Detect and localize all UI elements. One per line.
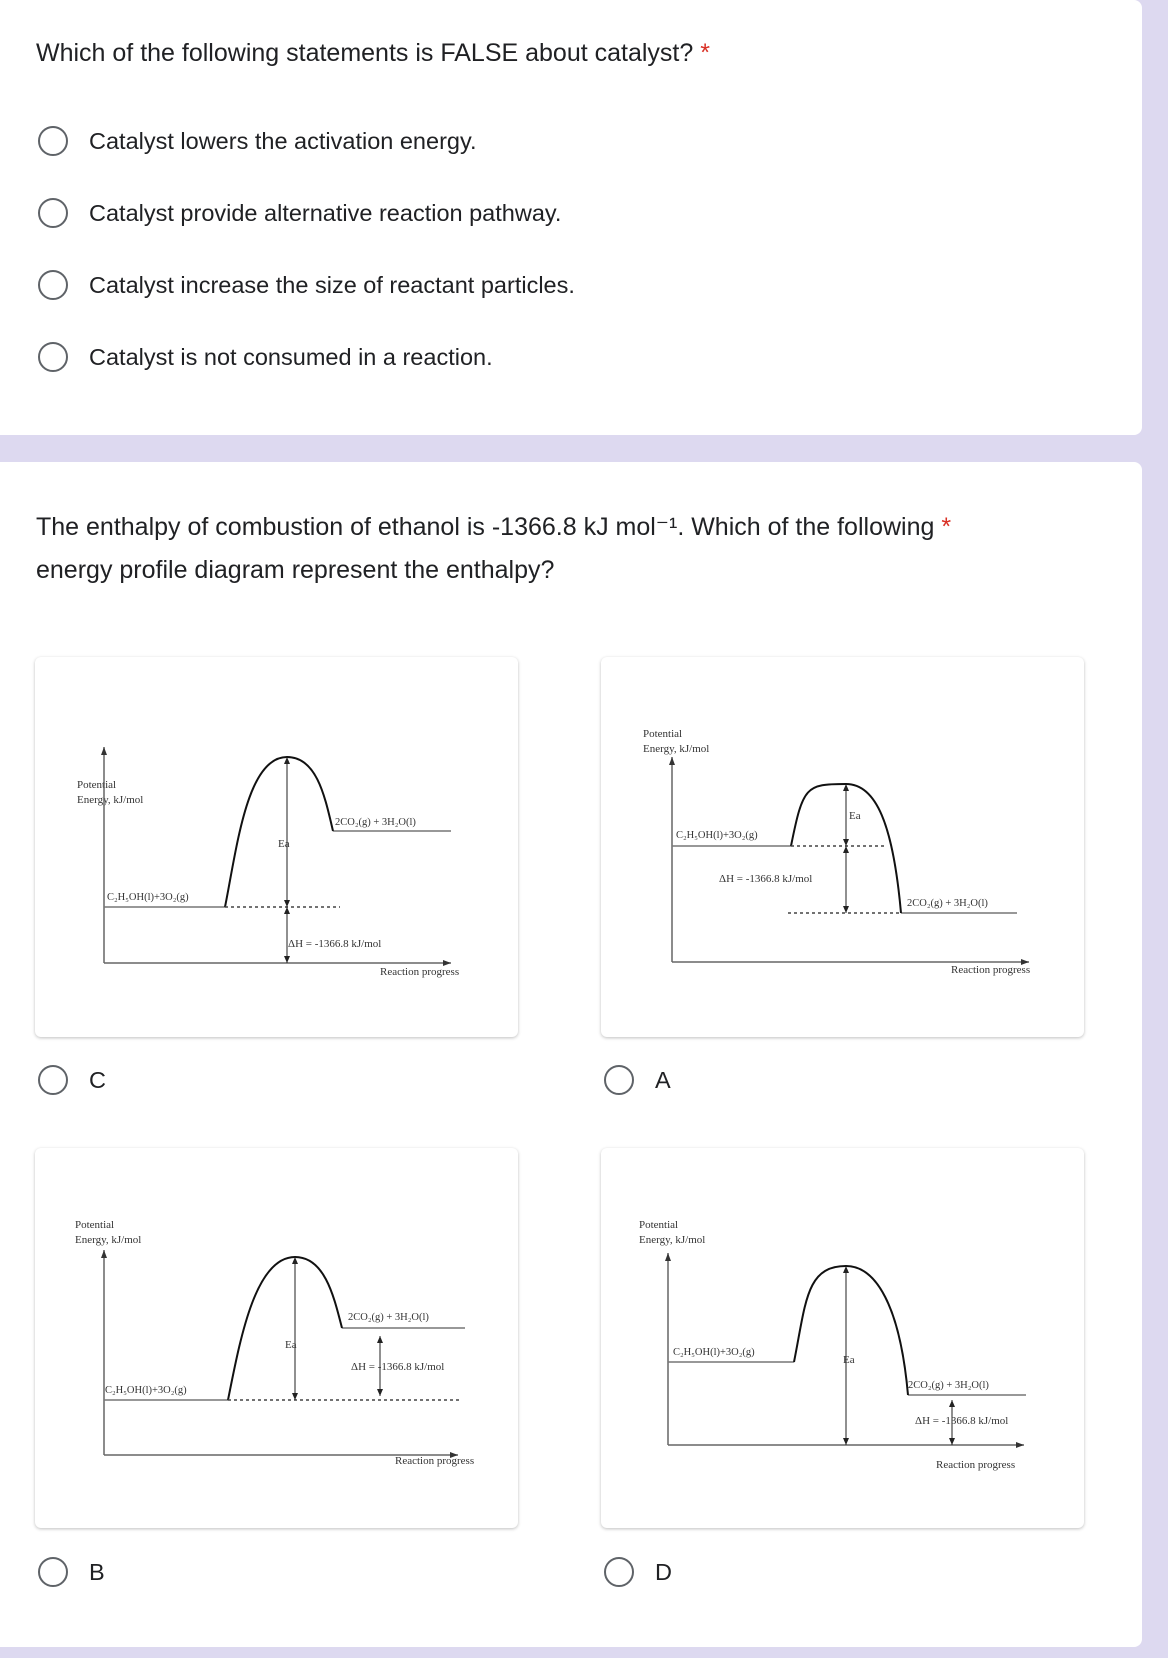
y-axis-label: Potential bbox=[75, 1219, 115, 1231]
energy-profile-diagram bbox=[35, 1148, 518, 1528]
y-axis bbox=[669, 757, 675, 962]
radio-button[interactable] bbox=[38, 1065, 68, 1095]
option-d[interactable] bbox=[604, 1557, 672, 1587]
energy-curve bbox=[225, 757, 333, 907]
radio-button[interactable] bbox=[38, 126, 68, 156]
required-asterisk: * bbox=[700, 39, 710, 67]
required-asterisk: * bbox=[941, 513, 952, 541]
y-axis bbox=[101, 1250, 107, 1455]
ea-label: Ea bbox=[285, 1339, 297, 1351]
option-label: B bbox=[89, 1558, 105, 1585]
option-label: A bbox=[655, 1066, 671, 1093]
option-a[interactable] bbox=[604, 1065, 671, 1095]
diagram-d bbox=[601, 1148, 1084, 1528]
y-axis-label: Potential bbox=[77, 779, 117, 791]
energy-profile-diagram bbox=[35, 657, 518, 1037]
reactants-label: C₂H₅OH(l)+3O₂(g) bbox=[676, 830, 758, 841]
option-1[interactable] bbox=[38, 126, 477, 156]
ea-label: Ea bbox=[849, 810, 861, 822]
radio-button[interactable] bbox=[38, 198, 68, 228]
x-axis-label: Reaction progress bbox=[380, 966, 460, 978]
radio-button[interactable] bbox=[38, 1557, 68, 1587]
radio-button[interactable] bbox=[38, 342, 68, 372]
y-axis-label: Potential bbox=[643, 728, 683, 740]
y-axis bbox=[665, 1253, 671, 1445]
y-axis-label: Energy, kJ/mol bbox=[643, 743, 710, 755]
x-axis-label: Reaction progress bbox=[395, 1455, 475, 1467]
question-title bbox=[36, 32, 1116, 75]
option-4[interactable] bbox=[38, 342, 493, 372]
option-label: Catalyst is not consumed in a reaction. bbox=[89, 343, 493, 370]
y-axis-label: Energy, kJ/mol bbox=[75, 1234, 142, 1246]
ea-label: Ea bbox=[278, 838, 290, 850]
reactants-label: C₂H₅OH(l)+3O₂(g) bbox=[673, 1347, 755, 1358]
products-label: 2CO₂(g) + 3H₂O(l) bbox=[907, 898, 988, 909]
enthalpy-arrow bbox=[843, 846, 849, 913]
option-label: Catalyst provide alternative reaction pathway. bbox=[89, 199, 562, 226]
y-axis-label: Potential bbox=[639, 1219, 679, 1231]
question-title bbox=[36, 506, 1116, 592]
diagram-c bbox=[35, 657, 518, 1037]
y-axis-label: Energy, kJ/mol bbox=[639, 1234, 706, 1246]
enthalpy-label: ΔH = -1366.8 kJ/mol bbox=[351, 1361, 445, 1373]
enthalpy-label: ΔH = -1366.8 kJ/mol bbox=[915, 1415, 1009, 1427]
option-label: C bbox=[89, 1066, 106, 1093]
enthalpy-arrow bbox=[284, 907, 290, 963]
diagram-b bbox=[35, 1148, 518, 1528]
question-text-line2: energy profile diagram represent the enthalpy? bbox=[36, 556, 555, 584]
option-2[interactable] bbox=[38, 198, 561, 228]
y-axis-label: Energy, kJ/mol bbox=[77, 794, 144, 806]
option-label: D bbox=[655, 1558, 672, 1585]
ea-label: Ea bbox=[843, 1354, 855, 1366]
option-label: Catalyst lowers the activation energy. bbox=[89, 127, 477, 154]
ea-arrow bbox=[292, 1257, 298, 1400]
option-3[interactable] bbox=[38, 270, 575, 300]
option-label: Catalyst increase the size of reactant particles. bbox=[89, 271, 575, 298]
enthalpy-label: ΔH = -1366.8 kJ/mol bbox=[719, 873, 813, 885]
energy-curve bbox=[794, 1266, 908, 1395]
reactants-label: C₂H₅OH(l)+3O₂(g) bbox=[105, 1385, 187, 1396]
products-label: 2CO₂(g) + 3H₂O(l) bbox=[335, 817, 416, 828]
x-axis-label: Reaction progress bbox=[936, 1459, 1016, 1471]
radio-button[interactable] bbox=[38, 270, 68, 300]
energy-curve bbox=[228, 1257, 342, 1400]
products-label: 2CO₂(g) + 3H₂O(l) bbox=[908, 1380, 989, 1391]
ea-arrow bbox=[284, 757, 290, 907]
question-text: The enthalpy of combustion of ethanol is -1366.8 kJ mol⁻¹. Which of the following bbox=[36, 513, 935, 541]
radio-button[interactable] bbox=[604, 1065, 634, 1095]
diagram-a bbox=[601, 657, 1084, 1037]
energy-profile-diagram bbox=[601, 657, 1084, 1037]
option-b[interactable] bbox=[38, 1557, 105, 1587]
question-card-1 bbox=[0, 0, 1142, 435]
enthalpy-label: ΔH = -1366.8 kJ/mol bbox=[288, 938, 382, 950]
x-axis-label: Reaction progress bbox=[951, 964, 1031, 976]
reactants-label: C₂H₅OH(l)+3O₂(g) bbox=[107, 892, 189, 903]
energy-profile-diagram bbox=[601, 1148, 1084, 1528]
radio-button[interactable] bbox=[604, 1557, 634, 1587]
option-c[interactable] bbox=[38, 1065, 106, 1095]
products-label: 2CO₂(g) + 3H₂O(l) bbox=[348, 1312, 429, 1323]
question-text: Which of the following statements is FALSE about catalyst? bbox=[36, 39, 694, 67]
